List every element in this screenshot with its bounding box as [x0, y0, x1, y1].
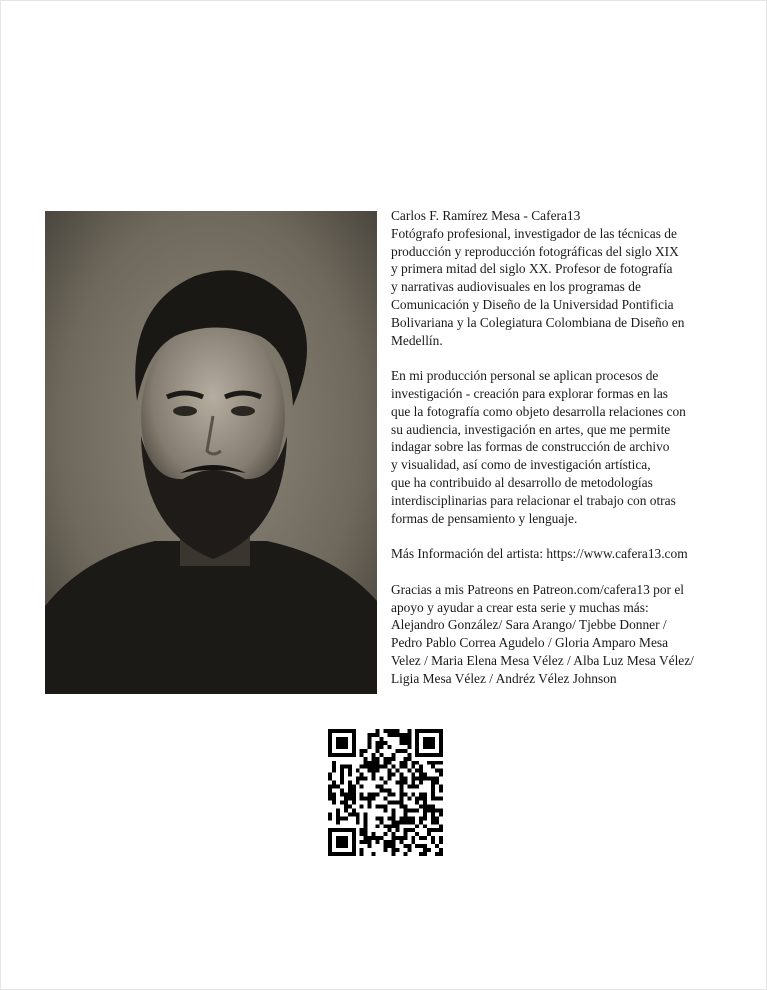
- practice-line: que la fotografía como objeto desarrolla relaciones con: [391, 403, 686, 419]
- practice-line: indagar sobre las formas de construcción de archivo: [391, 439, 670, 455]
- practice-line: y visualidad, así como de investigación artística,: [391, 457, 651, 473]
- practice-line: interdisciplinarias para relacionar el trabajo con otras: [391, 492, 676, 508]
- paragraph-gap: [391, 527, 736, 545]
- bio-line: Comunicación y Diseño de la Universidad Pontificia: [391, 296, 674, 312]
- thanks-line: apoyo y ayudar a crear esta serie y muchas más:: [391, 599, 649, 615]
- thanks-line: Velez / Maria Elena Mesa Vélez / Alba Luz Mesa Vélez/: [391, 652, 694, 668]
- bio-line: Bolivariana y la Colegiatura Colombiana de Diseño en: [391, 314, 685, 330]
- practice-line: que ha contribuido al desarrollo de metodologías: [391, 474, 653, 490]
- artist-bio: [391, 207, 736, 688]
- qr-code[interactable]: [328, 729, 443, 856]
- artist-portrait-photo: [45, 211, 377, 694]
- practice-line: formas de pensamiento y lenguaje.: [391, 510, 578, 526]
- practice-line: investigación - creación para explorar formas en las: [391, 385, 668, 401]
- thanks-line: Gracias a mis Patreons en Patreon.com/cafera13 por el: [391, 581, 684, 597]
- paragraph-gap: [391, 563, 736, 581]
- bio-line: y primera mitad del siglo XX. Profesor de fotografía: [391, 261, 673, 277]
- practice-line: su audiencia, investigación en artes, que me permite: [391, 421, 671, 437]
- artist-name: Carlos F. Ramírez Mesa - Cafera13: [391, 208, 581, 223]
- more-info-link[interactable]: Más Información del artista: https://www.cafera13.com: [391, 546, 688, 562]
- paragraph-gap: [391, 349, 736, 367]
- thanks-line: Pedro Pablo Correa Agudelo / Gloria Amparo Mesa: [391, 635, 669, 651]
- thanks-line: Alejandro González/ Sara Arango/ Tjebbe Donner /: [391, 617, 667, 633]
- practice-line: En mi producción personal se aplican procesos de: [391, 368, 659, 384]
- bio-line: Fotógrafo profesional, investigador de las técnicas de: [391, 225, 677, 241]
- bio-line: y narrativas audiovisuales en los programas de: [391, 279, 641, 295]
- bio-line: producción y reproducción fotográficas del siglo XIX: [391, 243, 679, 259]
- thanks-line: Ligia Mesa Vélez / Andréz Vélez Johnson: [391, 670, 617, 686]
- bio-line: Medellín.: [391, 332, 443, 348]
